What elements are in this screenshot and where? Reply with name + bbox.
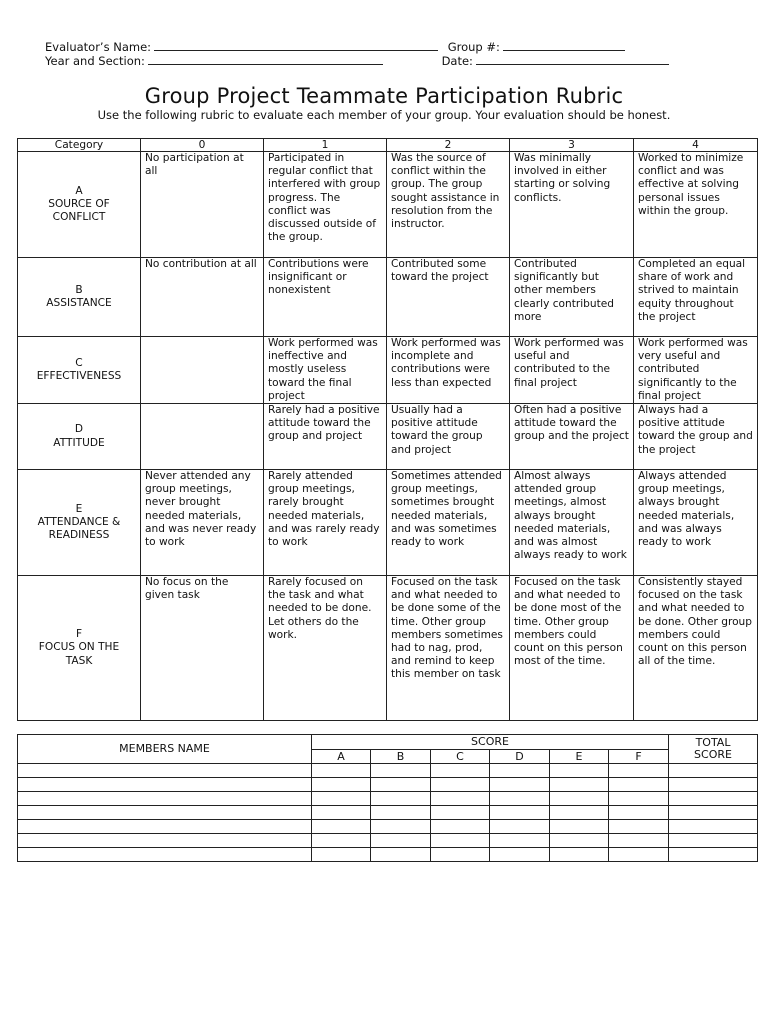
score-cell[interactable] xyxy=(490,792,550,806)
rubric-row-c xyxy=(18,337,758,404)
rubric-cell-score-3: Contributed significantly but other members clearly contributed more xyxy=(510,258,634,337)
rubric-row-a xyxy=(18,152,758,258)
category-letter: A xyxy=(75,184,83,197)
score-cell[interactable] xyxy=(550,764,609,778)
rubric-table xyxy=(17,138,758,721)
rubric-cell-score-4: Completed an equal share of work and strived to maintain equity throughout the project xyxy=(634,258,758,337)
score-cell[interactable] xyxy=(371,806,431,820)
rubric-cell-score-4: Work performed was very useful and contributed significantly to the final project xyxy=(634,337,758,404)
member-score-row xyxy=(18,792,758,806)
rubric-cell-score-2: Focused on the task and what needed to be done some of the time. Other group members sometimes had to nag, prod, and remind to keep this member on task xyxy=(387,576,510,721)
total-score-cell[interactable] xyxy=(669,806,758,820)
total-score-cell[interactable] xyxy=(669,834,758,848)
rubric-cell-score-4: Consistently stayed focused on the task and what needed to be done. Other group members could count on this person all of the time. xyxy=(634,576,758,721)
score-cell[interactable] xyxy=(431,778,490,792)
rubric-row-d xyxy=(18,404,758,470)
score-cell[interactable] xyxy=(312,792,371,806)
total-score-cell[interactable] xyxy=(669,848,758,862)
score-cell[interactable] xyxy=(490,778,550,792)
score-cell[interactable] xyxy=(312,820,371,834)
rubric-cell-score-0: No focus on the given task xyxy=(141,576,264,721)
score-column-d: D xyxy=(490,750,550,764)
rubric-cell-score-3: Was minimally involved in either starting or solving conflicts. xyxy=(510,152,634,258)
rubric-cell-score-4: Always had a positive attitude toward the group and the project xyxy=(634,404,758,470)
rubric-cell-score-3: Focused on the task and what needed to be done most of the time. Other group members could count on this person most of the time. xyxy=(510,576,634,721)
rubric-cell-score-1: Rarely had a positive attitude toward the group and project xyxy=(264,404,387,470)
score-cell[interactable] xyxy=(609,820,669,834)
header-score-3: 3 xyxy=(510,139,634,152)
member-name-cell[interactable] xyxy=(18,820,312,834)
rubric-cell-score-1: Rarely focused on the task and what needed to be done. Let others do the work. xyxy=(264,576,387,721)
rubric-cell-score-2: Was the source of conflict within the group. The group sought assistance in resolution from the instructor. xyxy=(387,152,510,258)
score-column-e: E xyxy=(550,750,609,764)
year-section-label: Year and Section: xyxy=(45,54,145,68)
score-cell[interactable] xyxy=(431,848,490,862)
rubric-cell-score-3: Work performed was useful and contributed to the final project xyxy=(510,337,634,404)
total-score-cell[interactable] xyxy=(669,792,758,806)
score-column-c: C xyxy=(431,750,490,764)
score-cell[interactable] xyxy=(312,806,371,820)
score-cell[interactable] xyxy=(609,848,669,862)
score-cell[interactable] xyxy=(490,834,550,848)
rubric-row-b xyxy=(18,258,758,337)
rubric-cell-score-1: Contributions were insignificant or nonexistent xyxy=(264,258,387,337)
score-cell[interactable] xyxy=(431,764,490,778)
score-cell[interactable] xyxy=(431,834,490,848)
page-title: Group Project Teammate Participation Rubric xyxy=(144,84,624,108)
score-cell[interactable] xyxy=(312,834,371,848)
category-cell xyxy=(18,404,141,470)
total-score-header: TOTAL SCORE xyxy=(669,735,758,764)
total-score-cell[interactable] xyxy=(669,820,758,834)
score-cell[interactable] xyxy=(312,764,371,778)
rubric-row-f xyxy=(18,576,758,721)
category-name: ASSISTANCE xyxy=(46,297,112,309)
member-name-cell[interactable] xyxy=(18,834,312,848)
score-cell[interactable] xyxy=(609,764,669,778)
category-letter: E xyxy=(75,502,83,515)
member-name-cell[interactable] xyxy=(18,764,312,778)
total-score-cell[interactable] xyxy=(669,764,758,778)
rubric-cell-score-2: Work performed was incomplete and contributions were less than expected xyxy=(387,337,510,404)
score-cell[interactable] xyxy=(609,834,669,848)
rubric-row-e xyxy=(18,470,758,576)
score-cell[interactable] xyxy=(312,848,371,862)
member-score-row xyxy=(18,778,758,792)
date-label: Date: xyxy=(441,54,473,68)
category-cell xyxy=(18,576,141,721)
category-letter: D xyxy=(74,423,84,436)
score-cell[interactable] xyxy=(550,848,609,862)
rubric-header-row xyxy=(18,139,758,152)
member-score-row xyxy=(18,764,758,778)
category-name: EFFECTIVENESS xyxy=(36,370,122,382)
category-letter: B xyxy=(75,283,83,296)
group-number-field[interactable] xyxy=(503,40,625,51)
category-cell xyxy=(18,258,141,337)
member-name-cell[interactable] xyxy=(18,848,312,862)
header-category: Category xyxy=(18,139,141,152)
rubric-cell-score-2: Usually had a positive attitude toward the group and project xyxy=(387,404,510,470)
score-cell[interactable] xyxy=(371,792,431,806)
rubric-cell-score-1: Rarely attended group meetings, rarely brought needed materials, and was rarely ready to work xyxy=(264,470,387,576)
score-cell[interactable] xyxy=(312,778,371,792)
score-cell[interactable] xyxy=(371,764,431,778)
category-letter: F xyxy=(75,628,83,641)
header-score-4: 4 xyxy=(634,139,758,152)
score-cell[interactable] xyxy=(490,764,550,778)
rubric-cell-score-4: Worked to minimize conflict and was effective at solving personal issues within the group. xyxy=(634,152,758,258)
page-subtitle: Use the following rubric to evaluate each member of your group. Your evaluation should be honest. xyxy=(97,108,671,122)
rubric-cell-score-2: Sometimes attended group meetings, sometimes brought needed materials, and was sometimes ready to work xyxy=(387,470,510,576)
score-cell[interactable] xyxy=(431,820,490,834)
score-cell[interactable] xyxy=(550,820,609,834)
rubric-cell-score-0: Never attended any group meetings, never brought needed materials, and was never ready to work xyxy=(141,470,264,576)
score-cell[interactable] xyxy=(550,834,609,848)
score-column-b: B xyxy=(371,750,431,764)
evaluator-name-field[interactable] xyxy=(154,40,438,51)
score-cell[interactable] xyxy=(550,806,609,820)
score-cell[interactable] xyxy=(550,792,609,806)
category-cell xyxy=(18,152,141,258)
score-column-f: F xyxy=(609,750,669,764)
header-score-2: 2 xyxy=(387,139,510,152)
member-name-cell[interactable] xyxy=(18,792,312,806)
member-name-cell[interactable] xyxy=(18,806,312,820)
category-name: SOURCE OF CONFLICT xyxy=(48,197,110,224)
rubric-cell-score-2: Contributed some toward the project xyxy=(387,258,510,337)
year-section-field[interactable] xyxy=(148,54,383,65)
rubric-cell-score-4: Always attended group meetings, always brought needed materials, and was always ready to work xyxy=(634,470,758,576)
score-cell[interactable] xyxy=(371,820,431,834)
rubric-cell-score-0: No participation at all xyxy=(141,152,264,258)
members-name-header: MEMBERS NAME xyxy=(18,735,312,764)
category-cell xyxy=(18,337,141,404)
total-score-cell[interactable] xyxy=(669,778,758,792)
category-letter: C xyxy=(75,356,83,369)
score-cell[interactable] xyxy=(609,806,669,820)
score-cell[interactable] xyxy=(371,778,431,792)
score-table xyxy=(17,734,758,862)
member-name-cell[interactable] xyxy=(18,778,312,792)
header-score-1: 1 xyxy=(264,139,387,152)
score-cell[interactable] xyxy=(550,778,609,792)
category-name: FOCUS ON THE TASK xyxy=(38,641,120,667)
rubric-cell-score-1: Work performed was ineffective and mostly useless toward the final project xyxy=(264,337,387,404)
evaluator-name-label: Evaluator’s Name: xyxy=(45,40,152,54)
rubric-cell-score-3: Often had a positive attitude toward the group and the project xyxy=(510,404,634,470)
score-cell[interactable] xyxy=(490,820,550,834)
score-cell[interactable] xyxy=(371,834,431,848)
member-score-row xyxy=(18,834,758,848)
date-field[interactable] xyxy=(476,54,669,65)
score-cell[interactable] xyxy=(609,778,669,792)
rubric-cell-score-3: Almost always attended group meetings, almost always brought needed materials, and was almost always ready to work xyxy=(510,470,634,576)
score-cell[interactable] xyxy=(490,806,550,820)
header-score-0: 0 xyxy=(141,139,264,152)
score-cell[interactable] xyxy=(431,792,490,806)
category-name: ATTENDANCE & READINESS xyxy=(37,515,121,542)
score-column-a: A xyxy=(312,750,371,764)
rubric-cell-score-0 xyxy=(141,337,264,404)
score-cell[interactable] xyxy=(371,848,431,862)
score-cell[interactable] xyxy=(490,848,550,862)
category-name: ATTITUDE xyxy=(53,436,105,449)
member-score-row xyxy=(18,848,758,862)
group-number-label: Group #: xyxy=(447,40,500,54)
score-cell[interactable] xyxy=(609,792,669,806)
member-score-row xyxy=(18,806,758,820)
score-cell[interactable] xyxy=(431,806,490,820)
member-score-row xyxy=(18,820,758,834)
header-row-1 xyxy=(45,40,625,54)
header-row-2 xyxy=(45,54,669,68)
rubric-cell-score-0: No contribution at all xyxy=(141,258,264,337)
score-header: SCORE xyxy=(312,735,669,750)
rubric-cell-score-1: Participated in regular conflict that interfered with group progress. The conflict was discussed outside of the group. xyxy=(264,152,387,258)
rubric-cell-score-0 xyxy=(141,404,264,470)
category-cell xyxy=(18,470,141,576)
